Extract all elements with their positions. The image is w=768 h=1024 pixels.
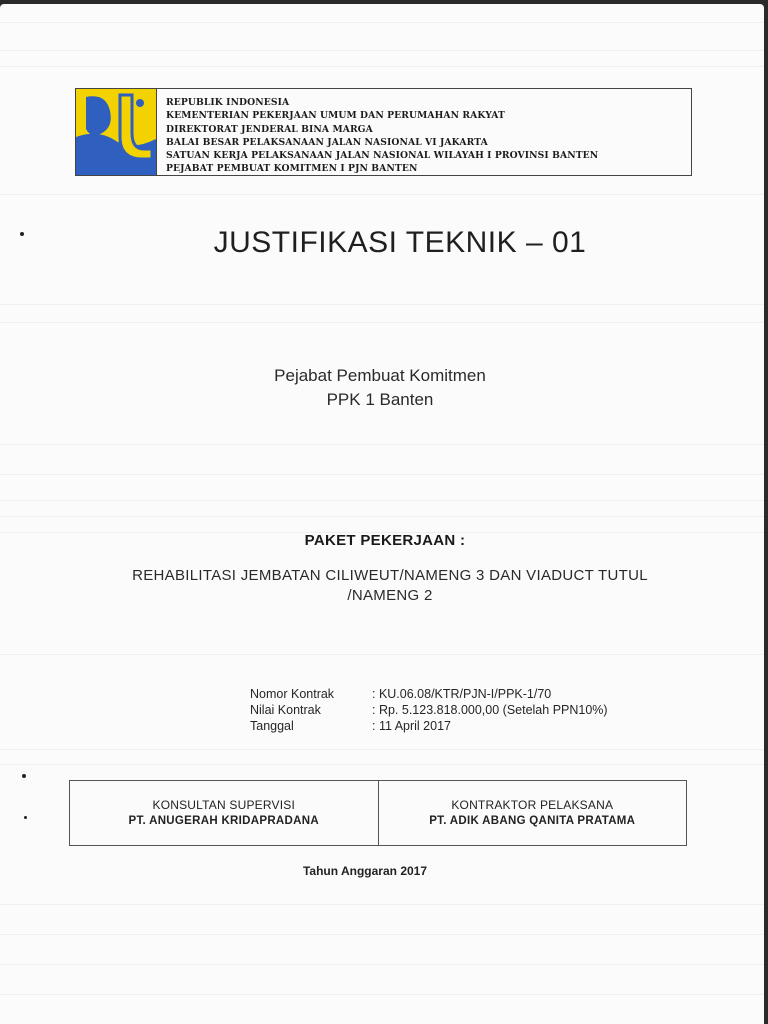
letterhead-text xyxy=(166,96,598,176)
contract-row xyxy=(250,702,608,718)
pu-logo-icon xyxy=(76,89,156,175)
document-page xyxy=(0,4,764,1024)
letterhead-line: DIREKTORAT JENDERAL BINA MARGA xyxy=(166,123,373,135)
document-title: JUSTIFIKASI TEKNIK – 01 xyxy=(213,226,587,259)
contractor-role: KONTRAKTOR PELAKSANA xyxy=(451,798,614,812)
paket-name-line-1: REHABILITASI JEMBATAN CILIWEUT/NAMENG 3 DAN VIADUCT TUTUL xyxy=(132,567,648,584)
contract-label: Nomor Kontrak xyxy=(250,687,335,701)
fiscal-year: Tahun Anggaran 2017 xyxy=(302,864,428,878)
consultant-role: KONSULTAN SUPERVISI xyxy=(152,798,295,812)
letterhead-line: REPUBLIK INDONESIA xyxy=(166,97,290,108)
ppk-line-1: Pejabat Pembuat Komitmen xyxy=(274,366,486,385)
letterhead-line: BALAI BESAR PELAKSANAAN JALAN NASIONAL VI JAKARTA xyxy=(166,136,488,148)
contract-value: : Rp. 5.123.818.000,00 (Setelah PPN10%) xyxy=(372,703,608,717)
scan-speck xyxy=(24,816,27,819)
contract-value: : KU.06.08/KTR/PJN-I/PPK-1/70 xyxy=(372,687,552,701)
signatory-box xyxy=(69,780,687,846)
contract-row xyxy=(250,686,608,702)
consultant-company: PT. ANUGERAH KRIDAPRADANA xyxy=(128,815,319,827)
contract-row xyxy=(250,718,608,734)
paket-name xyxy=(90,566,690,606)
letterhead-line: PEJABAT PEMBUAT KOMITMEN I PJN BANTEN xyxy=(166,163,418,175)
contractor-company: PT. ADIK ABANG QANITA PRATAMA xyxy=(429,815,636,827)
letterhead-line: SATUAN KERJA PELAKSANAAN JALAN NASIONAL WILAYAH I PROVINSI BANTEN xyxy=(166,150,599,162)
letterhead-line: KEMENTERIAN PEKERJAAN UMUM DAN PERUMAHAN RAKYAT xyxy=(166,110,505,122)
scan-speck xyxy=(22,774,26,778)
paket-name-line-2: /NAMENG 2 xyxy=(347,587,433,604)
ppk-line-2: PPK 1 Banten xyxy=(326,390,434,409)
letterhead xyxy=(75,88,692,176)
contract-value: : 11 April 2017 xyxy=(372,719,451,733)
signatory-consultant xyxy=(70,781,378,845)
paket-heading: PAKET PEKERJAAN : xyxy=(304,532,466,549)
signatory-contractor xyxy=(378,781,687,845)
contract-label: Tanggal xyxy=(250,719,294,733)
contract-label: Nilai Kontrak xyxy=(250,703,321,717)
contract-details xyxy=(250,686,608,734)
ppk-block xyxy=(0,364,760,412)
ministry-logo xyxy=(76,89,157,175)
